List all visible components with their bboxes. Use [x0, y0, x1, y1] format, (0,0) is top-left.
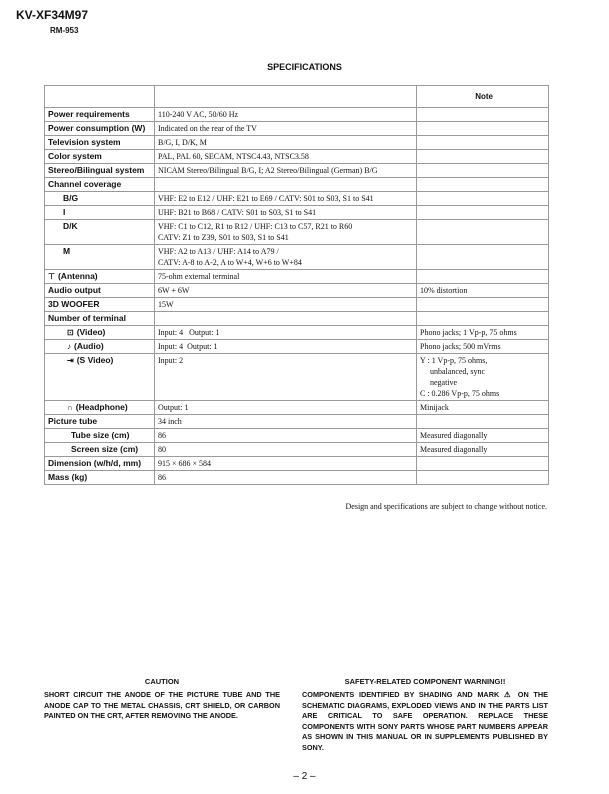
- row-label-text: (Video): [76, 327, 106, 337]
- row-label: Audio output: [45, 284, 155, 298]
- row-label: Tube size (cm): [45, 429, 155, 443]
- model-number: KV-XF34M97: [16, 8, 89, 22]
- row-label: [45, 270, 155, 284]
- row-label: Power consumption (W): [45, 122, 155, 136]
- safety-text-part2: ON THE SCHEMATIC DIAGRAMS, EXPLODED VIEWS AND IN THE PARTS LIST ARE CRITICAL TO SAFE OPERATION. REPLACE THESE COMPONENTS WITH SONY PARTS WHOSE PART NUMBERS APPEAR AS SHOWN IN THIS MANUAL OR IN SUPPLEMENTS PUBLISHED BY SONY.: [302, 690, 548, 752]
- safety-text-part1: COMPONENTS IDENTIFIED BY SHADING AND MARK: [302, 690, 500, 699]
- row-value-line: VHF: A2 to A13 / UHF: A14 to A79 /: [158, 247, 279, 256]
- table-row: [45, 429, 549, 443]
- table-row: [45, 108, 549, 122]
- row-label: B/G: [45, 192, 155, 206]
- row-value-line: CATV: Z1 to Z39, S01 to S03, S1 to S41: [158, 233, 289, 242]
- row-value: Input: 4 Output: 1: [155, 340, 417, 354]
- row-note: [417, 354, 549, 401]
- table-row: [45, 150, 549, 164]
- row-value: 80: [155, 443, 417, 457]
- headphone-icon: ∩: [67, 403, 73, 412]
- row-label: Picture tube: [45, 415, 155, 429]
- row-note-line: negative: [430, 378, 458, 387]
- row-label: [45, 401, 155, 415]
- table-row: [45, 326, 549, 340]
- row-note: [417, 178, 549, 192]
- row-label: Number of terminal: [45, 312, 155, 326]
- row-note: [417, 245, 549, 270]
- row-note: Measured diagonally: [417, 443, 549, 457]
- row-value: 86: [155, 471, 417, 485]
- table-row: [45, 443, 549, 457]
- caution-title: CAUTION: [144, 677, 180, 686]
- table-row: [45, 312, 549, 326]
- header-blank-1: [45, 86, 155, 108]
- table-row: [45, 192, 549, 206]
- row-value: 75-ohm external terminal: [155, 270, 417, 284]
- row-value: NICAM Stereo/Bilingual B/G, I; A2 Stereo/Bilingual (German) B/G: [155, 164, 417, 178]
- row-note: Measured diagonally: [417, 429, 549, 443]
- row-value: VHF: E2 to E12 / UHF: E21 to E69 / CATV: S01 to S03, S1 to S41: [155, 192, 417, 206]
- row-label: 3D WOOFER: [45, 298, 155, 312]
- row-value: 915 × 686 × 584: [155, 457, 417, 471]
- row-value: 34 inch: [155, 415, 417, 429]
- specifications-table: [44, 85, 549, 485]
- row-label: M: [45, 245, 155, 270]
- row-value: UHF: B21 to B68 / CATV: S01 to S03, S1 to S41: [155, 206, 417, 220]
- row-value: [155, 178, 417, 192]
- row-note: [417, 270, 549, 284]
- audio-terminal-icon: ♪: [67, 342, 71, 351]
- row-note: 10% distortion: [417, 284, 549, 298]
- table-row: [45, 270, 549, 284]
- row-value: 6W + 6W: [155, 284, 417, 298]
- row-note-line: Y : 1 Vp-p, 75 ohms,: [420, 356, 488, 365]
- row-value: PAL, PAL 60, SECAM, NTSC4.43, NTSC3.58: [155, 150, 417, 164]
- row-note: [417, 108, 549, 122]
- row-label: Mass (kg): [45, 471, 155, 485]
- row-label: [45, 326, 155, 340]
- caution-body: SHORT CIRCUIT THE ANODE OF THE PICTURE TUBE AND THE ANODE CAP TO THE METAL CHASSIS, CRT SHIELD, OR CARBON PAINTED ON THE CRT, AFTER REMOVING THE ANODE.: [44, 690, 280, 720]
- page-number: – 2 –: [293, 771, 316, 782]
- row-value: Input: 4 Output: 1: [155, 326, 417, 340]
- row-note: [417, 206, 549, 220]
- row-note: Phono jacks; 1 Vp-p, 75 ohms: [417, 326, 549, 340]
- row-label: Power requirements: [45, 108, 155, 122]
- video-terminal-icon: ⊡: [67, 328, 74, 337]
- table-row: [45, 354, 549, 401]
- row-label: Stereo/Bilingual system: [45, 164, 155, 178]
- row-note: [417, 220, 549, 245]
- note-column-header: Note: [417, 86, 549, 108]
- table-row: [45, 122, 549, 136]
- table-row: [45, 178, 549, 192]
- row-value: Indicated on the rear of the TV: [155, 122, 417, 136]
- table-row: [45, 136, 549, 150]
- row-label: Screen size (cm): [45, 443, 155, 457]
- row-label: Television system: [45, 136, 155, 150]
- row-label: I: [45, 206, 155, 220]
- row-value: 86: [155, 429, 417, 443]
- row-value: B/G, I, D/K, M: [155, 136, 417, 150]
- row-note: [417, 150, 549, 164]
- row-label: Dimension (w/h/d, mm): [45, 457, 155, 471]
- row-value: [155, 312, 417, 326]
- row-label-text: (Audio): [74, 341, 104, 351]
- row-value-line: VHF: C1 to C12, R1 to R12 / UHF: C13 to C57, R21 to R60: [158, 222, 353, 231]
- row-note: [417, 122, 549, 136]
- row-value-line: CATV: A-8 to A-2, A to W+4, W+6 to W+84: [158, 258, 302, 267]
- row-note: Phono jacks; 500 mVrms: [417, 340, 549, 354]
- table-row: [45, 284, 549, 298]
- row-note: [417, 312, 549, 326]
- row-note: [417, 457, 549, 471]
- page-title: SPECIFICATIONS: [267, 62, 342, 72]
- table-row: [45, 415, 549, 429]
- antenna-icon: ⊤: [48, 272, 55, 281]
- row-label: Color system: [45, 150, 155, 164]
- row-note-line: unbalanced, sync: [430, 367, 486, 376]
- s-video-terminal-icon: ⇥: [67, 356, 74, 365]
- row-label-text: (Headphone): [75, 402, 128, 412]
- row-note: [417, 164, 549, 178]
- row-value: 15W: [155, 298, 417, 312]
- table-row: [45, 401, 549, 415]
- row-label: Channel coverage: [45, 178, 155, 192]
- table-row: [45, 298, 549, 312]
- row-value: Output: 1: [155, 401, 417, 415]
- row-value: 110-240 V AC, 50/60 Hz: [155, 108, 417, 122]
- table-row: [45, 245, 549, 270]
- table-header-row: [45, 86, 549, 108]
- safety-warning-body: [302, 690, 548, 753]
- row-label: D/K: [45, 220, 155, 245]
- table-row: [45, 220, 549, 245]
- table-row: [45, 340, 549, 354]
- row-note: [417, 471, 549, 485]
- row-label-text: (S Video): [76, 355, 114, 365]
- safety-warning-title: SAFETY-RELATED COMPONENT WARNING!!: [344, 677, 506, 686]
- warning-triangle-icon: ⚠: [503, 690, 514, 699]
- remote-model: RM-953: [50, 26, 79, 35]
- row-note: Minijack: [417, 401, 549, 415]
- row-value: [155, 245, 417, 270]
- row-value: Input: 2: [155, 354, 417, 401]
- disclaimer-text: Design and specifications are subject to change without notice.: [345, 502, 547, 511]
- row-note: [417, 298, 549, 312]
- table-row: [45, 457, 549, 471]
- row-note: [417, 415, 549, 429]
- table-row: [45, 206, 549, 220]
- table-row: [45, 471, 549, 485]
- row-value: [155, 220, 417, 245]
- row-label-text: (Antenna): [57, 271, 98, 281]
- row-note: [417, 136, 549, 150]
- row-note-line: C : 0.286 Vp-p, 75 ohms: [420, 389, 500, 398]
- row-note: [417, 192, 549, 206]
- row-label: [45, 340, 155, 354]
- header-blank-2: [155, 86, 417, 108]
- row-label: [45, 354, 155, 401]
- table-row: [45, 164, 549, 178]
